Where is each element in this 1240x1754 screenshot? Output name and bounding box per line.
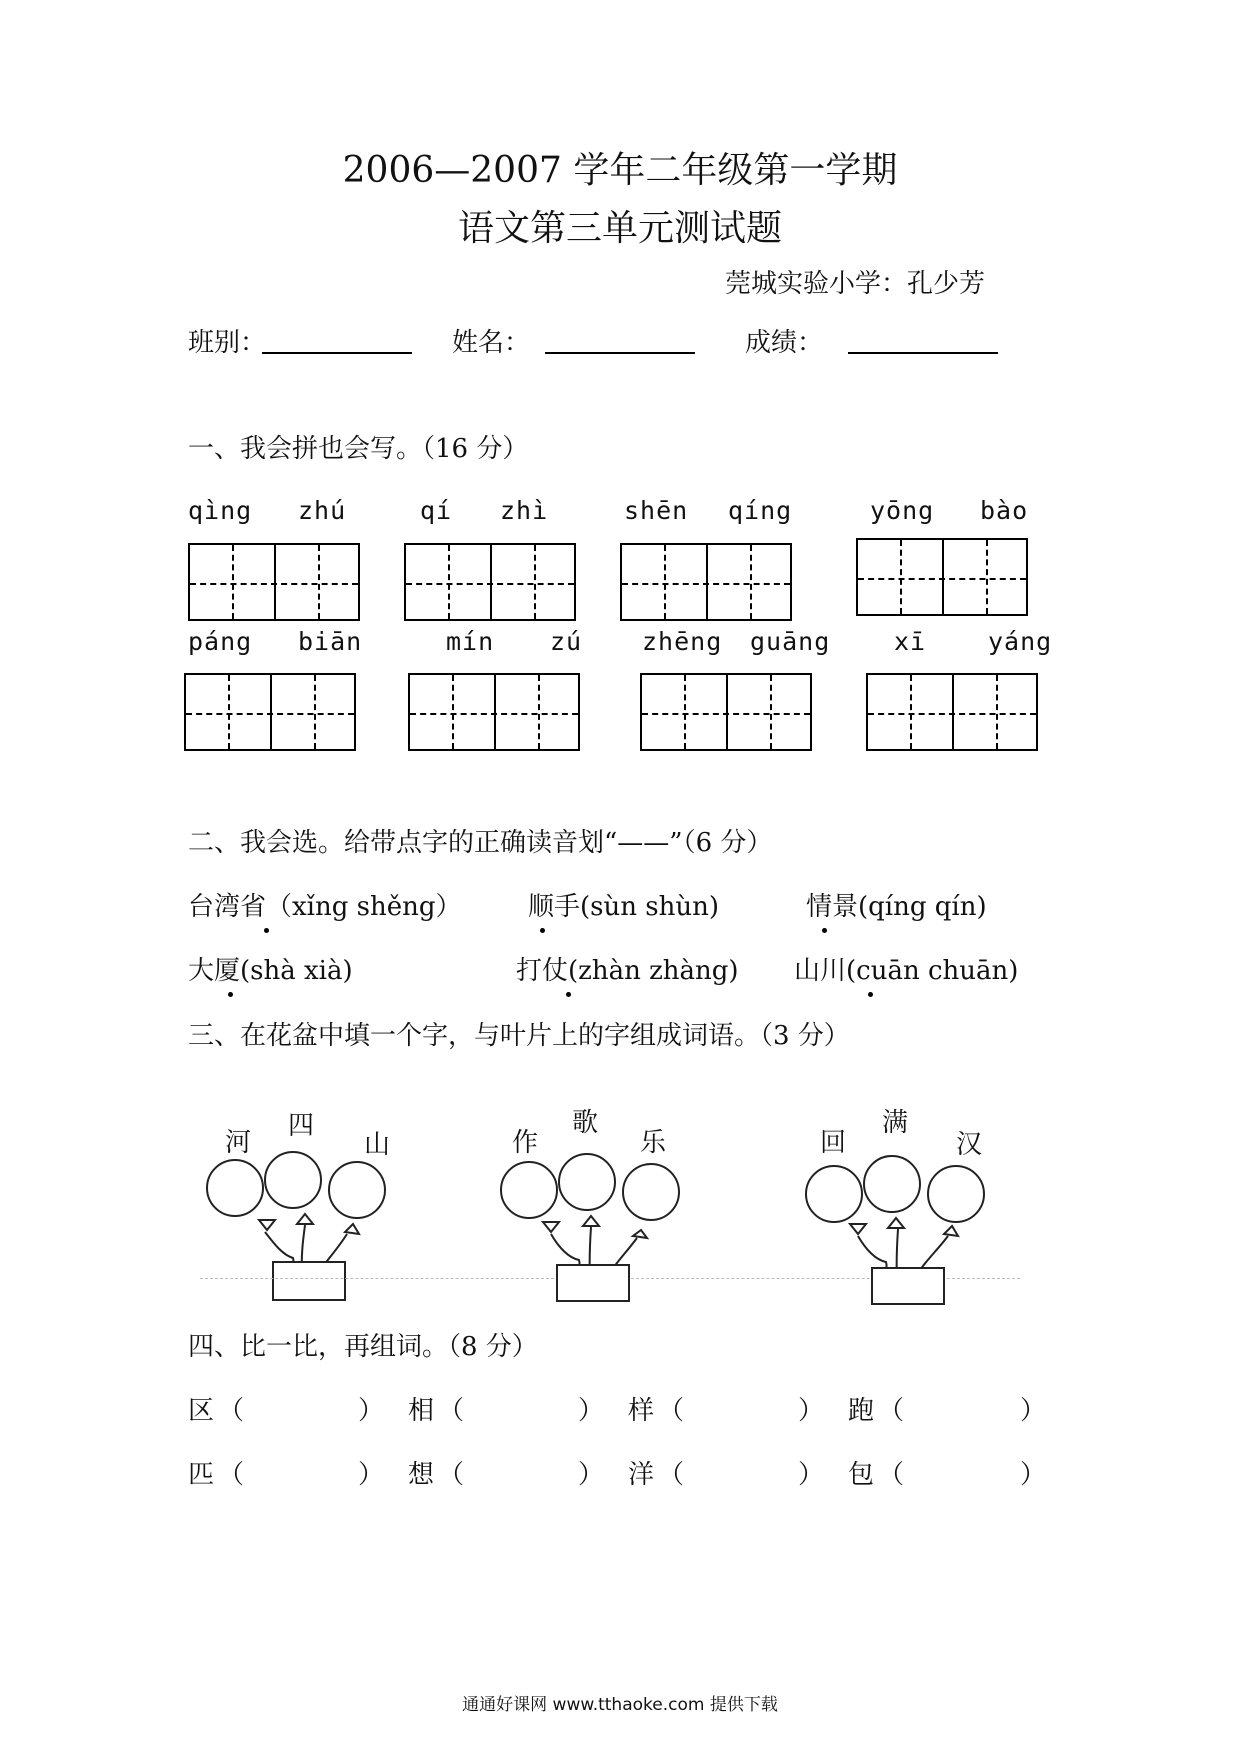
reading-item[interactable]: 顺手(sùn shùn) <box>528 892 719 922</box>
compare-char: 相 <box>408 1396 435 1426</box>
class-field[interactable] <box>262 352 412 354</box>
paren-close: ） <box>358 1396 385 1426</box>
word-blank[interactable] <box>468 1388 578 1424</box>
paren-close: ） <box>1020 1460 1047 1490</box>
title-line-1: 2006—2007 学年二年级第一学期 <box>342 150 898 191</box>
pinyin: yōng <box>870 496 935 525</box>
word-blank[interactable] <box>688 1452 798 1488</box>
paren-close: ） <box>1020 1396 1047 1426</box>
compare-char: 洋 <box>628 1460 655 1490</box>
balloon-pot-illustration <box>205 1150 425 1305</box>
section1-heading: 一、我会拼也会写。（16 分） <box>188 434 529 464</box>
balloon-pot-illustration <box>800 1150 1020 1305</box>
compare-char: 想 <box>408 1460 435 1490</box>
paren-open: （ <box>658 1460 685 1490</box>
paren-open: （ <box>438 1460 465 1490</box>
pinyin: zhú <box>298 496 347 525</box>
leaf-word: 满 <box>882 1108 909 1138</box>
pinyin: zhēng <box>642 627 723 656</box>
leaf-word: 山 <box>364 1130 391 1160</box>
leaf-word: 歌 <box>572 1108 599 1138</box>
paren-close: ） <box>578 1460 605 1490</box>
pinyin: yáng <box>988 627 1053 656</box>
paren-open: （ <box>218 1460 245 1490</box>
score-field[interactable] <box>848 352 998 354</box>
compare-char: 样 <box>628 1396 655 1426</box>
emphasis-dot <box>228 992 233 997</box>
leaf-word: 四 <box>288 1111 315 1141</box>
word-blank[interactable] <box>248 1452 358 1488</box>
writing-grid[interactable] <box>404 543 576 621</box>
word-blank[interactable] <box>688 1388 798 1424</box>
section2-heading: 二、我会选。给带点字的正确读音划“——”（6 分） <box>188 828 773 858</box>
word-blank[interactable] <box>908 1452 1020 1488</box>
reading-item[interactable]: 情景(qíng qín) <box>806 892 987 922</box>
leaf-word: 乐 <box>640 1128 667 1158</box>
leaf-word: 河 <box>225 1128 252 1158</box>
emphasis-dot <box>566 992 571 997</box>
paren-open: （ <box>878 1460 905 1490</box>
paren-close: ） <box>578 1396 605 1426</box>
paren-close: ） <box>798 1460 825 1490</box>
section4-heading: 四、比一比，再组词。（8 分） <box>188 1332 538 1362</box>
compare-char: 区 <box>188 1396 215 1426</box>
writing-grid[interactable] <box>620 543 792 621</box>
name-field[interactable] <box>545 352 695 354</box>
name-label: 姓名： <box>452 328 531 358</box>
word-blank[interactable] <box>908 1388 1020 1424</box>
paren-close: ） <box>798 1396 825 1426</box>
compare-char: 包 <box>848 1460 875 1490</box>
word-blank[interactable] <box>468 1452 578 1488</box>
balloon-pot-illustration <box>495 1150 715 1305</box>
paren-close: ） <box>358 1460 385 1490</box>
pinyin: qí <box>420 496 453 525</box>
emphasis-dot <box>540 928 545 933</box>
writing-grid[interactable] <box>640 673 812 751</box>
class-label: 班别： <box>188 328 267 358</box>
author: 莞城实验小学：孔少芳 <box>725 269 986 299</box>
pinyin: zhì <box>500 496 549 525</box>
title-line-2: 语文第三单元测试题 <box>457 208 782 249</box>
pinyin: bào <box>980 496 1029 525</box>
reading-item[interactable]: 打仗(zhàn zhàng) <box>516 956 739 986</box>
compare-char: 匹 <box>188 1460 215 1490</box>
emphasis-dot <box>264 928 269 933</box>
word-blank[interactable] <box>248 1388 358 1424</box>
writing-grid[interactable] <box>856 538 1028 616</box>
paren-open: （ <box>658 1396 685 1426</box>
leaf-word: 作 <box>512 1128 539 1158</box>
emphasis-dot <box>822 928 827 933</box>
pinyin: páng <box>188 627 253 656</box>
pinyin: qìng <box>188 496 253 525</box>
pinyin: biān <box>298 627 363 656</box>
pinyin: xī <box>894 627 927 656</box>
compare-char: 跑 <box>848 1396 875 1426</box>
emphasis-dot <box>868 992 873 997</box>
leaf-word: 汉 <box>956 1130 983 1160</box>
writing-grid[interactable] <box>184 673 356 751</box>
reading-item[interactable]: 台湾省（xǐng shěng） <box>188 892 462 922</box>
leaf-word: 回 <box>820 1128 847 1158</box>
reading-item[interactable]: 山川(cuān chuān) <box>794 956 1019 986</box>
writing-grid[interactable] <box>408 673 580 751</box>
score-label: 成绩： <box>745 328 824 358</box>
section3-heading: 三、在花盆中填一个字，与叶片上的字组成词语。（3 分） <box>188 1021 850 1051</box>
pinyin: guāng <box>750 627 831 656</box>
pinyin: shēn <box>624 496 689 525</box>
pinyin: mín <box>446 627 495 656</box>
pinyin: qíng <box>728 496 793 525</box>
writing-grid[interactable] <box>188 543 360 621</box>
reading-item[interactable]: 大厦(shà xià) <box>188 956 353 986</box>
pinyin: zú <box>550 627 583 656</box>
paren-open: （ <box>438 1396 465 1426</box>
paren-open: （ <box>218 1396 245 1426</box>
footer-credit: 通通好课网 www.tthaoke.com 提供下载 <box>462 1695 778 1715</box>
paren-open: （ <box>878 1396 905 1426</box>
writing-grid[interactable] <box>866 673 1038 751</box>
